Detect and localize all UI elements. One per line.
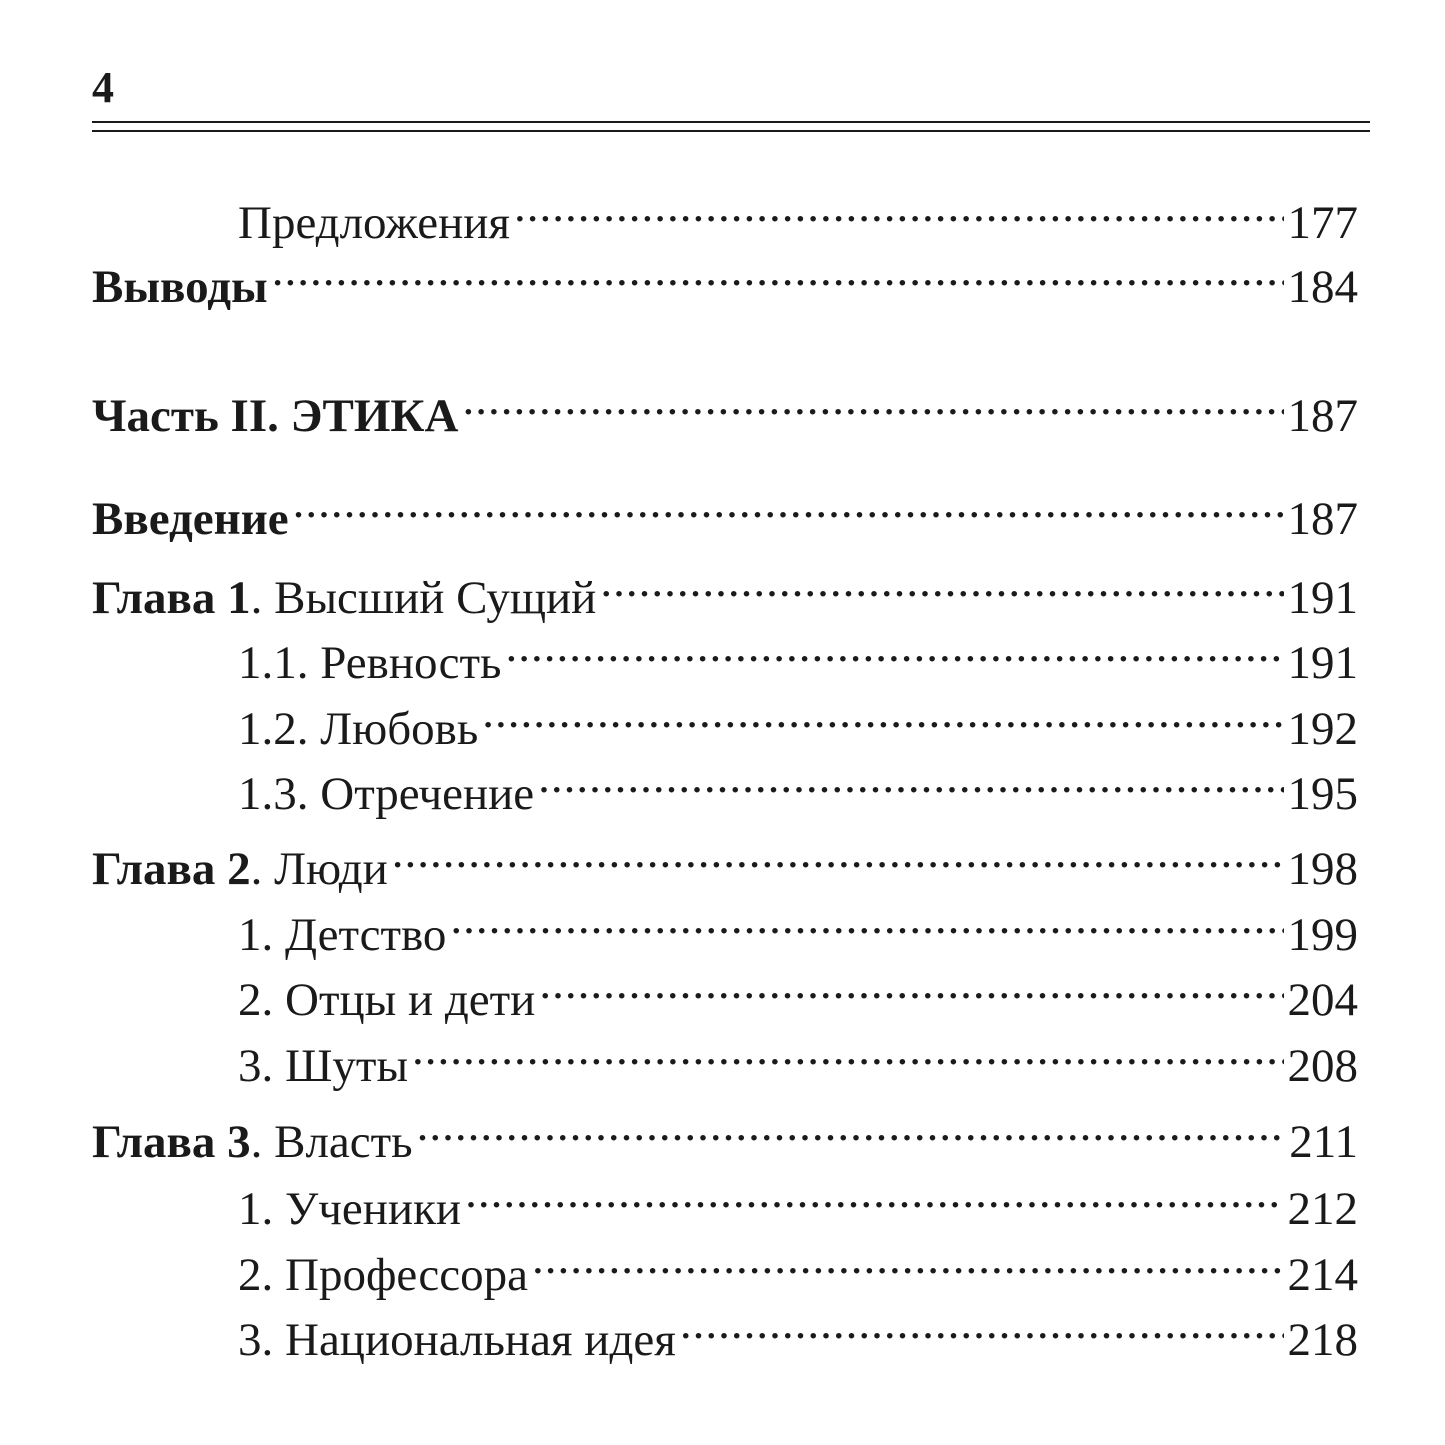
toc-entry-title: Глава 2. Люди [92,843,388,895]
toc-page-number: 184 [1287,261,1358,313]
dot-leader [272,238,1284,302]
dot-leader [482,680,1283,744]
toc-entry-title: 2. Отцы и дети [238,974,536,1026]
toc-page-number: 191 [1287,572,1358,624]
toc-page-number: 204 [1287,974,1358,1026]
toc-entry-title: 1.1. Ревность [238,637,502,689]
toc-page-number: 187 [1287,390,1358,442]
toc-entry-chapter-3[interactable] [92,1093,1358,1168]
toc-entry-title: 3. Национальная идея [238,1314,676,1366]
toc-entry-1-2[interactable] [238,680,1358,755]
toc-entry-2-2[interactable] [238,951,1358,1026]
toc-entry-title: 1. Детство [238,909,447,961]
dot-leader [532,1226,1283,1290]
toc-entry-proposals[interactable] [238,174,1358,249]
dot-leader [538,745,1283,809]
dot-leader [600,549,1283,613]
toc-page-number: 195 [1287,768,1358,820]
toc-page-number: 187 [1287,493,1358,545]
toc-entry-3-3[interactable] [238,1291,1358,1366]
toc-entry-title: 1.3. Отречение [238,768,535,820]
toc-page-number: 192 [1287,703,1358,755]
toc-page-number: 214 [1287,1249,1358,1301]
toc-entry-part-2-ethics[interactable] [92,367,1358,442]
toc-entry-3-2[interactable] [238,1226,1358,1301]
toc-entry-title: Глава 1. Высший Сущий [92,572,597,624]
dot-leader [465,1160,1283,1224]
toc-entry-1-3[interactable] [238,745,1358,820]
toc-entry-2-3[interactable] [238,1017,1358,1092]
toc-entry-title: 2. Профессора [238,1249,529,1301]
toc-entry-3-1[interactable] [238,1160,1358,1235]
toc-entry-introduction[interactable] [92,470,1358,545]
dot-leader [539,951,1283,1015]
toc-page-number: 218 [1287,1314,1358,1366]
toc-entry-chapter-1[interactable] [92,549,1358,624]
dot-leader [514,174,1283,238]
dot-leader [450,886,1283,950]
page-number: 4 [92,63,114,112]
dot-leader [392,820,1284,884]
toc-entry-title: 3. Шуты [238,1040,409,1092]
toc-page-number: 191 [1287,637,1358,689]
toc-page-number: 211 [1289,1116,1358,1168]
toc-entry-title: Предложения [238,197,511,249]
toc-entry-chapter-2[interactable] [92,820,1358,895]
toc-entry-1-1[interactable] [238,614,1358,689]
toc-page-number: 177 [1287,197,1358,249]
toc-page-number: 199 [1287,909,1358,961]
toc-page-number: 198 [1287,843,1358,895]
toc-entry-title: Выводы [92,261,268,313]
toc-entry-conclusions[interactable] [92,238,1358,313]
toc-page-number: 208 [1287,1040,1358,1092]
dot-leader [505,614,1283,678]
dot-leader [417,1093,1286,1157]
dot-leader [412,1017,1283,1081]
toc-page-number: 212 [1287,1183,1358,1235]
toc-entry-title: Глава 3. Власть [92,1116,413,1168]
dot-leader [680,1291,1284,1355]
toc-entry-title: Часть II. ЭТИКА [92,390,459,442]
toc-entry-title: 1.2. Любовь [238,703,479,755]
toc-entry-title: Введение [92,493,289,545]
toc-entry-2-1[interactable] [238,886,1358,961]
toc-entry-title: 1. Ученики [238,1183,462,1235]
dot-leader [293,470,1284,534]
dot-leader [462,367,1283,431]
